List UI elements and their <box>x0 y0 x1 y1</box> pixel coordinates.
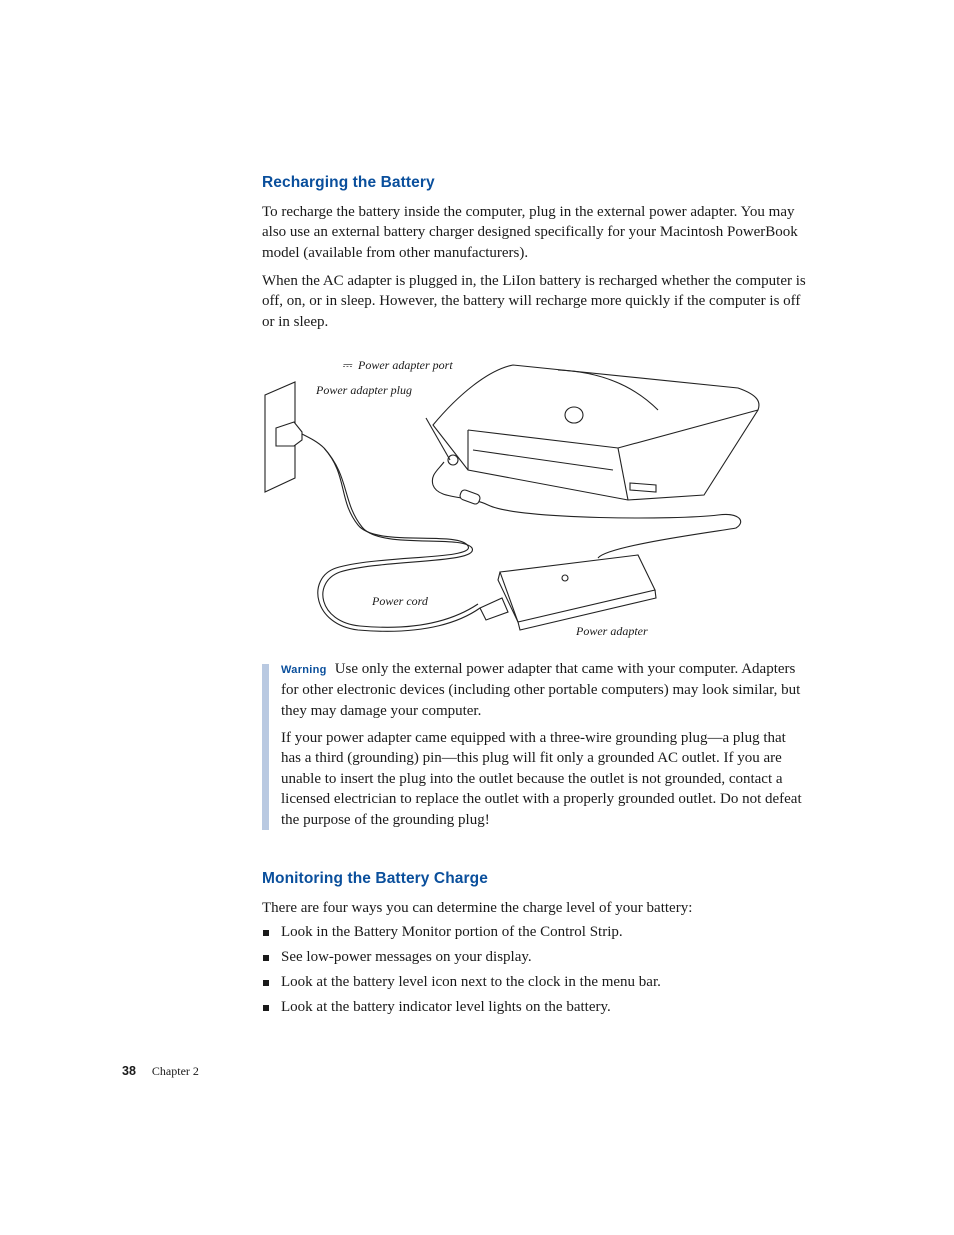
liion-paragraph: When the AC adapter is plugged in, the LiIon battery is recharged whether the computer is off, on, or in sleep. However, the battery will recharge more quickly if the computer is off or in sleep. <box>262 273 806 330</box>
label-power-adapter: Power adapter <box>576 624 648 638</box>
page-footer <box>122 1064 199 1079</box>
list-item-text: Look at the battery indicator level lights on the battery. <box>281 999 611 1015</box>
warning-text: Use only the external power adapter that came with your computer. Adapters for other electronic devices (including other portable computers) may look similar, but they may damage your computer. <box>281 661 801 719</box>
list-item-text: See low-power messages on your display. <box>281 949 532 965</box>
bullet-icon <box>263 980 269 986</box>
powerbook-icon <box>433 365 759 500</box>
port-symbol-icon: ⎓ <box>342 358 352 372</box>
list-item-text: Look at the battery level icon next to the clock in the menu bar. <box>281 974 661 990</box>
warning-paragraph <box>281 659 806 721</box>
list-item-text: Look in the Battery Monitor portion of the Control Strip. <box>281 924 623 940</box>
list-item <box>262 972 822 997</box>
grounding-paragraph: If your power adapter came equipped with a three-wire grounding plug—a plug that has a third (grounding) pin—this plug will fit only a grounded AC outlet. If you are unable to insert the plug into the outlet because the outlet is not grounded, contact a licensed electrician to replace the outlet with a properly grounded outlet. Do not defeat the purpose of the grounding plug! <box>281 730 802 828</box>
bullet-icon <box>263 930 269 936</box>
section-heading-monitoring: Monitoring the Battery Charge <box>262 870 488 887</box>
recharge-paragraph: To recharge the battery inside the computer, plug in the external power adapter. You may also use an external battery charger designed specifically for your Macintosh PowerBook model (available from other manufacturers). <box>262 204 798 261</box>
warning-bar <box>262 664 269 830</box>
bullet-icon <box>263 1005 269 1011</box>
label-power-adapter-port: Power adapter port <box>358 358 453 372</box>
list-item <box>262 997 822 1022</box>
bullet-icon <box>263 955 269 961</box>
chapter-label: Chapter 2 <box>151 1064 199 1078</box>
warning-label: Warning <box>281 664 327 676</box>
power-adapter-icon <box>500 555 655 622</box>
label-power-adapter-plug: Power adapter plug <box>316 383 412 397</box>
page-number: 38 <box>122 1064 136 1078</box>
section-heading-recharging: Recharging the Battery <box>262 174 435 191</box>
charge-methods-list <box>262 922 822 1022</box>
label-power-cord: Power cord <box>372 594 428 608</box>
monitoring-intro: There are four ways you can determine the charge level of your battery: <box>262 900 693 916</box>
list-item <box>262 922 822 947</box>
list-item <box>262 947 822 972</box>
power-adapter-illustration <box>258 350 778 650</box>
